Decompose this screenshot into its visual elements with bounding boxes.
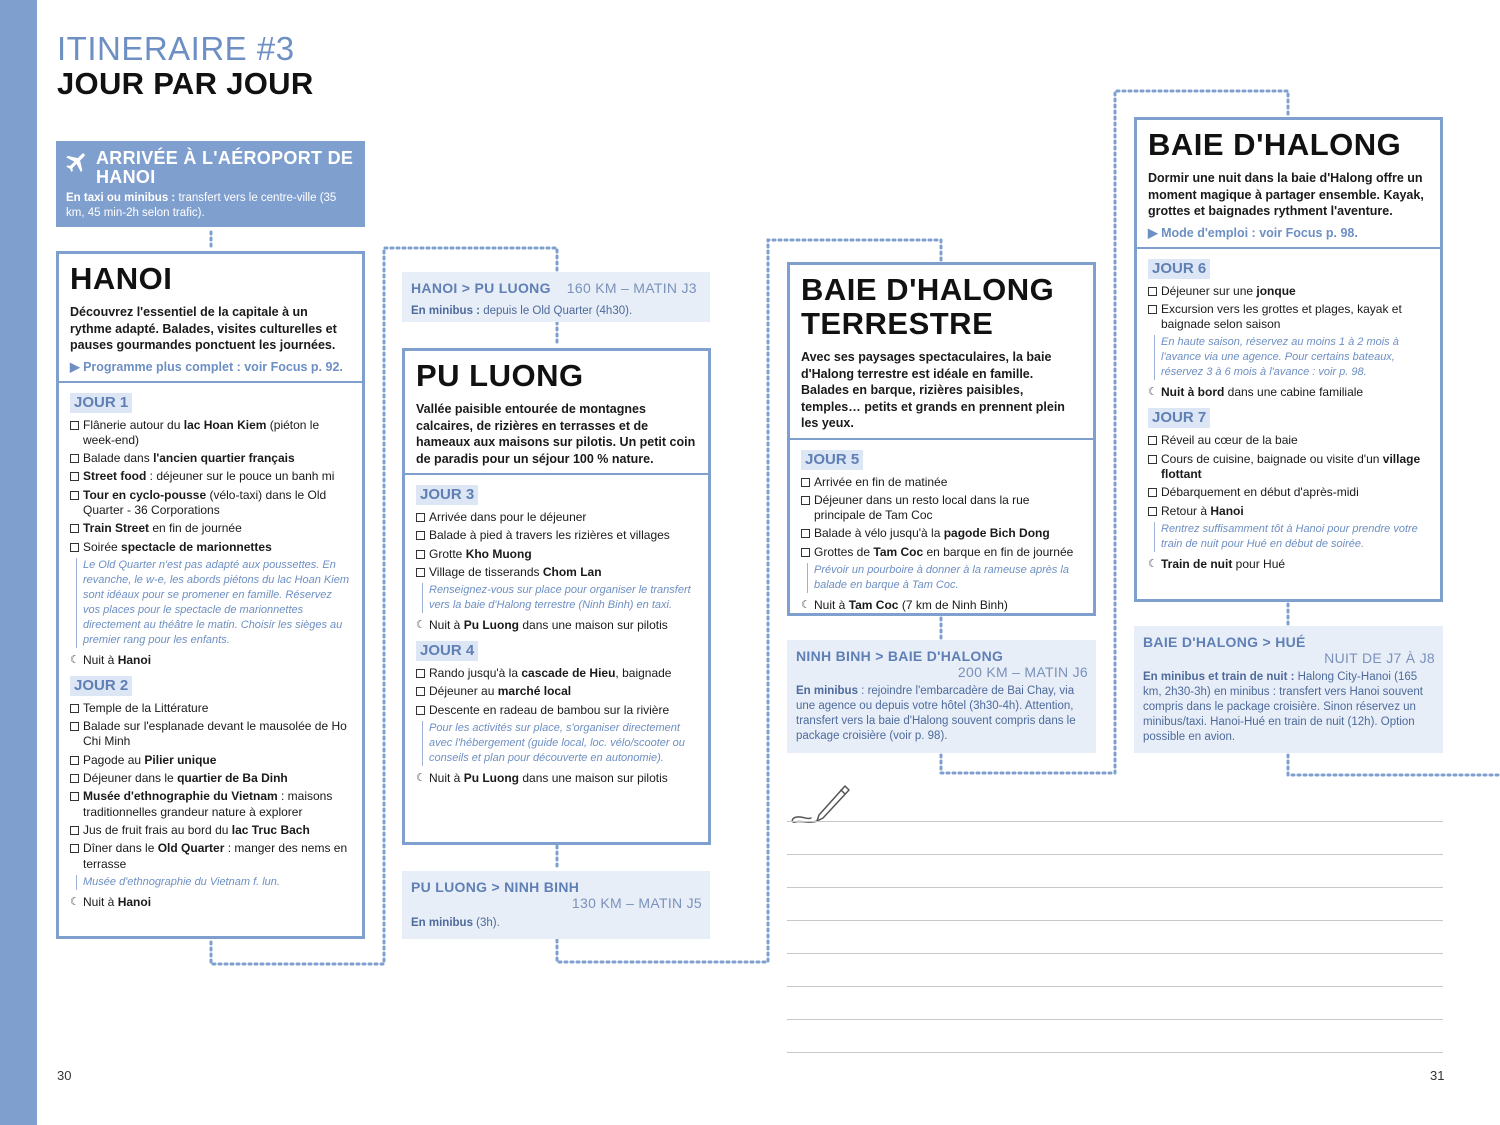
halong-terrestre-box [787,262,1096,616]
jour1-note: Le Old Quarter n'est pas adapté aux poussettes. En revanche, le w-e, les abords piétons du lac Hoan Kiem sont idéaux pour se promener en famille. Réservez vos places pour le spectacle de marionnettes directement au théâtre le matin. Choisir les sièges au premier rang pour les enfants. [76,558,351,648]
list-item[interactable]: Descente en radeau de bambou sur la rivière [416,703,697,718]
halong-intro: Dormir une nuit dans la baie d'Halong offre un moment magique à partager ensemble. Kayak, grottes et baignades rythment l'aventure. [1148,171,1424,218]
jour5-list [801,475,1082,560]
halong-head [1137,120,1440,249]
jour3-label: JOUR 3 [416,485,478,505]
page-number-right: 31 [1430,1068,1445,1083]
jour5-night: ☾ Nuit à Tam Coc (7 km de Ninh Binh) [801,597,1008,612]
puluong-intro: Vallée paisible entourée de montagnes calcaires, de rizières en terrasses et de hameaux aux maisons sur pilotis. Un petit coin de paradis pour un séjour 100 % nature. [416,402,696,466]
list-item[interactable]: Soirée spectacle de marionnettes [70,540,351,555]
list-item[interactable]: Déjeuner dans le quartier de Ba Dinh [70,771,351,786]
jour4-note: Pour les activités sur place, s'organiser directement avec l'hébergement (guide local, loc. vélo/scooter ou conseils et plan pour découverte en autonomie). [422,721,697,766]
jour5-note: Prévoir un pourboire à donner à la rameuse après la balade en barque à Tam Coc. [807,563,1082,593]
note-line [787,821,1443,822]
jour4-list [416,666,697,718]
list-item[interactable]: Grottes de Tam Coc en barque en fin de journée [801,545,1082,560]
list-item[interactable]: Balade sur l'esplanade devant le mausolée de Ho Chi Minh [70,719,351,750]
page-title-line2: JOUR PAR JOUR [57,66,314,101]
jour6-note: En haute saison, réservez au moins 1 à 2 mois à l'avance via une agence. Pour certains bateaux, réservez 3 à 6 mois à l'avance : voir p. 98. [1154,335,1429,380]
list-item[interactable]: Réveil au cœur de la baie [1148,433,1429,448]
list-item[interactable]: Retour à Hanoi [1148,504,1429,519]
list-item[interactable]: Flânerie autour du lac Hoan Kiem (piéton le week-end) [70,418,351,449]
jour2-note: Musée d'ethnographie du Vietnam f. lun. [76,875,351,890]
moon-icon: ☾ [416,772,426,785]
transfer2-route: PU LUONG > NINH BINH [411,879,580,895]
list-item[interactable]: Tour en cyclo-pousse (vélo-taxi) dans le Old Quarter - 36 Corporations [70,488,351,519]
jour7-note: Rentrez suffisamment tôt à Hanoi pour prendre votre train de nuit pour Hué en début de soirée. [1154,522,1429,552]
list-item[interactable]: Excursion vers les grottes et plages, kayak et baignade selon saison [1148,302,1429,333]
list-item[interactable]: Déjeuner sur une jonque [1148,284,1429,299]
moon-icon: ☾ [70,895,80,908]
jour1-label: JOUR 1 [70,393,132,413]
list-item[interactable]: Street food : déjeuner sur le pouce un banh mi [70,469,351,484]
jour1-list [70,418,351,555]
jour6-list [1148,284,1429,333]
halong-terrestre-title: BAIE D'HALONG TERRESTRE [801,272,1055,341]
hanoi-head [59,254,362,383]
hanoi-box [56,251,365,939]
list-item[interactable]: Balade à pied à travers les rizières et villages [416,528,697,543]
list-item[interactable]: Dîner dans le Old Quarter : manger des nems en terrasse [70,841,351,872]
transfer2-desc: En minibus (3h). [411,917,500,929]
transfer-ninhbinh-halong [787,640,1096,753]
jour5-label: JOUR 5 [801,450,863,470]
jour3-note: Renseignez-vous sur place pour organiser le transfert vers la baie d'Halong terrestre (Ninh Binh) en taxi. [422,583,697,613]
moon-icon: ☾ [70,653,80,666]
arrival-desc: En taxi ou minibus : transfert vers le centre-ville (35 km, 45 min-2h selon trafic). [66,192,337,219]
hanoi-body [59,383,362,920]
note-line [787,887,1443,888]
note-line [787,1052,1443,1053]
jour7-night: ☾ Train de nuit pour Hué [1148,556,1286,571]
transfer1-desc: En minibus : depuis le Old Quarter (4h30). [411,305,633,317]
list-item[interactable]: Temple de la Littérature [70,701,351,716]
halong-terrestre-intro: Avec ses paysages spectaculaires, la baie d'Halong terrestre est idéale en famille. Balades en barque, rizières paisibles, temples… petits et grands en prennent plein les yeux. [801,350,1065,430]
puluong-body [405,475,708,796]
jour4-label: JOUR 4 [416,641,478,661]
jour2-list [70,701,351,872]
transfer3-dist: 200 KM – MATIN J6 [957,664,1088,680]
list-item[interactable]: Déjeuner dans un resto local dans la rue principale de Tam Coc [801,493,1082,524]
halong-body [1137,249,1440,582]
transfer1-dist: 160 KM – MATIN J3 [566,280,697,296]
list-item[interactable]: Jus de fruit frais au bord du lac Truc Bach [70,823,351,838]
hanoi-intro: Découvrez l'essentiel de la capitale à un rythme adapté. Balades, visites culturelles et pauses gourmandes ponctuent les journées. [70,305,337,352]
list-item[interactable]: Cours de cuisine, baignade ou visite d'un village flottant [1148,452,1429,483]
transfer1-header [411,280,702,298]
jour3-night: ☾ Nuit à Pu Luong dans une maison sur pilotis [416,618,668,633]
jour2-night: ☾ Nuit à Hanoi [70,894,152,909]
list-item[interactable]: Village de tisserands Chom Lan [416,565,697,580]
note-line [787,953,1443,954]
list-item[interactable]: Train Street en fin de journée [70,521,351,536]
moon-icon: ☾ [416,619,426,632]
halong-focus-link[interactable]: ▶ Mode d'emploi : voir Focus p. 98. [1148,225,1358,240]
page-number-left: 30 [57,1068,72,1083]
halong-terrestre-head [790,265,1093,440]
transfer3-desc: En minibus : rejoindre l'embarcadère de Bai Chay, via une agence ou depuis votre hôtel (3h30-4h). Attention, transfert vers la baie d'Halong souvent compris dans le package croisière (voir p. 98). [796,685,1076,742]
jour6-label: JOUR 6 [1148,259,1210,279]
moon-icon: ☾ [1148,557,1158,570]
list-item[interactable]: Musée d'ethnographie du Vietnam : maisons traditionnelles grandeur nature à explorer [70,789,351,820]
moon-icon: ☾ [1148,386,1158,399]
jour3-list [416,510,697,580]
page-title-line1: ITINERAIRE #3 [57,30,295,67]
list-item[interactable]: Arrivée en fin de matinée [801,475,1082,490]
jour1-night: ☾ Nuit à Hanoi [70,652,152,667]
jour4-night: ☾ Nuit à Pu Luong dans une maison sur pilotis [416,771,668,786]
transfer1-route: HANOI > PU LUONG [411,280,551,296]
list-item[interactable]: Débarquement en début d'après-midi [1148,485,1429,500]
list-item[interactable]: Rando jusqu'à la cascade de Hieu, baignade [416,666,697,681]
hanoi-title: HANOI [70,261,173,296]
transfer4-route: BAIE D'HALONG > HUÉ [1143,634,1306,650]
moon-icon: ☾ [801,598,811,611]
puluong-title: PU LUONG [416,358,584,393]
list-item[interactable]: Déjeuner au marché local [416,684,697,699]
transfer2-dist: 130 KM – MATIN J5 [571,895,702,911]
note-line [787,854,1443,855]
list-item[interactable]: Balade dans l'ancien quartier français [70,451,351,466]
note-line [787,986,1443,987]
halong-terrestre-body [790,440,1093,623]
list-item[interactable]: Balade à vélo jusqu'à la pagode Bich Dong [801,526,1082,541]
list-item[interactable]: Arrivée dans pour le déjeuner [416,510,697,525]
list-item[interactable]: Grotte Kho Muong [416,547,697,562]
puluong-head [405,351,708,475]
transfer4-desc: En minibus et train de nuit : Halong City-Hanoi (165 km, 2h30-3h) en minibus : transfert vers Hanoi souvent compris dans le package croisière. Sinon réservez un minibus/taxi. Hanoi-Hué en train de nuit (12h). Option possible en avion. [1143,671,1423,743]
note-line [787,1019,1443,1020]
arrival-title: ARRIVÉE À L'AÉROPORT DE HANOI [96,148,354,187]
transfer-hanoi-puluong [402,272,710,322]
transfer4-dist: NUIT DE J7 À J8 [1324,650,1435,666]
puluong-box [402,348,711,845]
jour7-list [1148,433,1429,518]
jour2-label: JOUR 2 [70,676,132,696]
halong-title: BAIE D'HALONG [1148,127,1402,162]
transfer-halong-hue [1134,626,1443,753]
halong-box [1134,117,1443,602]
jour6-night: ☾ Nuit à bord dans une cabine familiale [1148,385,1364,400]
transfer3-route: NINH BINH > BAIE D'HALONG [796,648,1004,664]
list-item[interactable]: Pagode au Pilier unique [70,753,351,768]
jour7-label: JOUR 7 [1148,408,1210,428]
transfer-puluong-ninhbinh [402,871,710,939]
note-line [787,920,1443,921]
hanoi-focus-link[interactable]: ▶ Programme plus complet : voir Focus p. 92. [70,359,343,374]
